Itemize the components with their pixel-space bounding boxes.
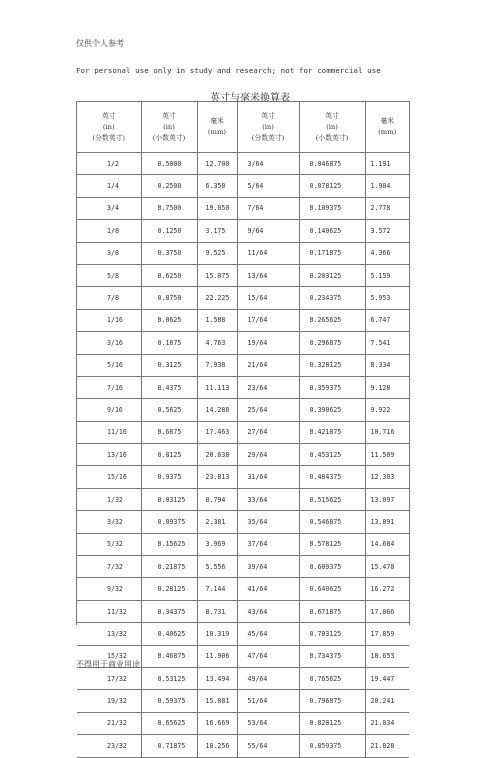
decimal-inch-cell: 0.390625 (299, 399, 365, 421)
table-row (77, 623, 409, 645)
mm-cell: 7.144 (197, 578, 237, 600)
decimal-inch-cell: 0.734375 (299, 645, 365, 667)
decimal-inch-cell: 0.71875 (141, 735, 197, 757)
mm-cell: 11.113 (197, 376, 237, 398)
decimal-inch-cell: 0.515625 (299, 488, 365, 510)
fraction-inch-cell: 1/4 (77, 175, 141, 197)
mm-cell: 10.319 (197, 623, 237, 645)
fraction-inch-cell: 3/16 (77, 332, 141, 354)
mm-cell: 0.794 (197, 488, 237, 510)
decimal-inch-cell: 0.15625 (141, 533, 197, 555)
mm-cell: 9.525 (197, 242, 237, 264)
fraction-inch-cell: 11/64 (237, 242, 299, 264)
decimal-inch-cell: 0.4375 (141, 376, 197, 398)
decimal-inch-cell: 0.8750 (141, 287, 197, 309)
decimal-inch-cell: 0.21875 (141, 556, 197, 578)
decimal-inch-cell: 0.484375 (299, 466, 365, 488)
decimal-inch-cell: 0.7500 (141, 197, 197, 219)
fraction-inch-cell: 7/16 (77, 376, 141, 398)
fraction-inch-cell: 35/64 (237, 511, 299, 533)
fraction-inch-cell: 5/16 (77, 354, 141, 376)
table-row (77, 354, 409, 376)
decimal-inch-cell: 0.796875 (299, 690, 365, 712)
fraction-inch-cell: 23/64 (237, 376, 299, 398)
mm-cell: 5.953 (365, 287, 409, 309)
fraction-inch-cell: 11/32 (77, 600, 141, 622)
fraction-inch-cell: 3/8 (77, 242, 141, 264)
fraction-inch-cell: 3/4 (77, 197, 141, 219)
decimal-inch-cell: 0.109375 (299, 197, 365, 219)
table-row (77, 578, 409, 600)
mm-cell: 13.097 (365, 488, 409, 510)
mm-cell: 3.175 (197, 220, 237, 242)
mm-cell: 21.828 (365, 735, 409, 757)
mm-cell: 11.509 (365, 444, 409, 466)
decimal-inch-cell: 0.171875 (299, 242, 365, 264)
mm-cell: 9.128 (365, 376, 409, 398)
table-row (77, 712, 409, 734)
mm-cell: 7.541 (365, 332, 409, 354)
fraction-inch-cell: 1/32 (77, 488, 141, 510)
decimal-inch-cell: 0.828125 (299, 712, 365, 734)
fraction-inch-cell: 9/16 (77, 399, 141, 421)
mm-cell: 20.241 (365, 690, 409, 712)
fraction-inch-cell: 5/8 (77, 264, 141, 286)
decimal-inch-cell: 0.703125 (299, 623, 365, 645)
fraction-inch-cell: 11/16 (77, 421, 141, 443)
decimal-inch-cell: 0.609375 (299, 556, 365, 578)
decimal-inch-cell: 0.5000 (141, 153, 197, 175)
table-row (77, 242, 409, 264)
fraction-inch-cell: 17/32 (77, 667, 141, 689)
disclaimer-text: For personal use only in study and research; not for commercial use (76, 66, 381, 75)
mm-cell: 6.747 (365, 309, 409, 331)
table-row (77, 309, 409, 331)
fraction-inch-cell: 7/32 (77, 556, 141, 578)
decimal-inch-cell: 0.59375 (141, 690, 197, 712)
mm-cell: 21.034 (365, 712, 409, 734)
fraction-inch-cell: 13/32 (77, 623, 141, 645)
table-title: 英寸与毫米换算表 (210, 93, 290, 104)
header-cell-fraction-inch-right: 英寸 (in) (分数英寸) (237, 102, 299, 153)
mm-cell: 8.334 (365, 354, 409, 376)
mm-cell: 20.638 (197, 444, 237, 466)
mm-cell: 4.366 (365, 242, 409, 264)
mm-cell: 19.447 (365, 667, 409, 689)
decimal-inch-cell: 0.28125 (141, 578, 197, 600)
fraction-inch-cell: 19/64 (237, 332, 299, 354)
mm-cell: 14.288 (197, 399, 237, 421)
decimal-inch-cell: 0.640625 (299, 578, 365, 600)
decimal-inch-cell: 0.03125 (141, 488, 197, 510)
fraction-inch-cell: 21/64 (237, 354, 299, 376)
decimal-inch-cell: 0.296875 (299, 332, 365, 354)
fraction-inch-cell: 13/16 (77, 444, 141, 466)
decimal-inch-cell: 0.421875 (299, 421, 365, 443)
table-row (77, 332, 409, 354)
mm-cell: 17.066 (365, 600, 409, 622)
decimal-inch-cell: 0.3750 (141, 242, 197, 264)
fraction-inch-cell: 1/2 (77, 153, 141, 175)
decimal-inch-cell: 0.53125 (141, 667, 197, 689)
decimal-inch-cell: 0.40625 (141, 623, 197, 645)
mm-cell: 16.669 (197, 712, 237, 734)
fraction-inch-cell: 1/8 (77, 220, 141, 242)
table-row (77, 376, 409, 398)
decimal-inch-cell: 0.078125 (299, 175, 365, 197)
table-row (77, 600, 409, 622)
header-note: 仅供个人参考 (76, 39, 124, 48)
decimal-inch-cell: 0.140625 (299, 220, 365, 242)
fraction-inch-cell: 43/64 (237, 600, 299, 622)
fraction-inch-cell: 47/64 (237, 645, 299, 667)
mm-cell: 23.813 (197, 466, 237, 488)
fraction-inch-cell: 37/64 (237, 533, 299, 555)
decimal-inch-cell: 0.6875 (141, 421, 197, 443)
mm-cell: 18.653 (365, 645, 409, 667)
table-row (77, 556, 409, 578)
decimal-inch-cell: 0.5625 (141, 399, 197, 421)
fraction-inch-cell: 27/64 (237, 421, 299, 443)
header-cell-decimal-inch-right: 英寸 (in) (小数英寸) (299, 102, 365, 153)
fraction-inch-cell: 21/32 (77, 712, 141, 734)
mm-cell: 9.922 (365, 399, 409, 421)
decimal-inch-cell: 0.09375 (141, 511, 197, 533)
decimal-inch-cell: 0.671875 (299, 600, 365, 622)
decimal-inch-cell: 0.1250 (141, 220, 197, 242)
table-row (77, 197, 409, 219)
table-row (77, 488, 409, 510)
decimal-inch-cell: 0.765625 (299, 667, 365, 689)
header-cell-mm-right: 毫米 (mm) (365, 102, 409, 153)
table-row (77, 690, 409, 712)
decimal-inch-cell: 0.6250 (141, 264, 197, 286)
fraction-inch-cell: 29/64 (237, 444, 299, 466)
fraction-inch-cell: 33/64 (237, 488, 299, 510)
fraction-inch-cell: 49/64 (237, 667, 299, 689)
decimal-inch-cell: 0.359375 (299, 376, 365, 398)
mm-cell: 15.875 (197, 264, 237, 286)
decimal-inch-cell: 0.3125 (141, 354, 197, 376)
fraction-inch-cell: 45/64 (237, 623, 299, 645)
mm-cell: 14.684 (365, 533, 409, 555)
table-row (77, 735, 409, 757)
fraction-inch-cell: 3/64 (237, 153, 299, 175)
table-row (77, 399, 409, 421)
table-row (77, 511, 409, 533)
decimal-inch-cell: 0.578125 (299, 533, 365, 555)
mm-cell: 15.478 (365, 556, 409, 578)
fraction-inch-cell: 5/32 (77, 533, 141, 555)
mm-cell: 7.938 (197, 354, 237, 376)
mm-cell: 3.572 (365, 220, 409, 242)
fraction-inch-cell: 53/64 (237, 712, 299, 734)
fraction-inch-cell: 1/16 (77, 309, 141, 331)
fraction-inch-cell: 13/64 (237, 264, 299, 286)
mm-cell: 12.303 (365, 466, 409, 488)
mm-cell: 1.588 (197, 309, 237, 331)
decimal-inch-cell: 0.859375 (299, 735, 365, 757)
mm-cell: 13.891 (365, 511, 409, 533)
decimal-inch-cell: 0.203125 (299, 264, 365, 286)
fraction-inch-cell: 7/64 (237, 197, 299, 219)
table-row (77, 421, 409, 443)
decimal-inch-cell: 0.453125 (299, 444, 365, 466)
fraction-inch-cell: 15/64 (237, 287, 299, 309)
decimal-inch-cell: 0.34375 (141, 600, 197, 622)
fraction-inch-cell: 15/32 (77, 645, 141, 667)
fraction-inch-cell: 3/32 (77, 511, 141, 533)
fraction-inch-cell: 15/16 (77, 466, 141, 488)
mm-cell: 2.778 (365, 197, 409, 219)
table-row (77, 533, 409, 555)
table-row (77, 287, 409, 309)
fraction-inch-cell: 5/64 (237, 175, 299, 197)
mm-cell: 5.556 (197, 556, 237, 578)
table-row (77, 466, 409, 488)
footer-note: 不得用于商业用途 (76, 660, 140, 669)
mm-cell: 8.731 (197, 600, 237, 622)
mm-cell: 18.256 (197, 735, 237, 757)
fraction-inch-cell: 7/8 (77, 287, 141, 309)
mm-cell: 12.700 (197, 153, 237, 175)
table-row (77, 667, 409, 689)
fraction-inch-cell: 25/64 (237, 399, 299, 421)
fraction-inch-cell: 9/32 (77, 578, 141, 600)
fraction-inch-cell: 41/64 (237, 578, 299, 600)
mm-cell: 17.859 (365, 623, 409, 645)
decimal-inch-cell: 0.1875 (141, 332, 197, 354)
mm-cell: 10.716 (365, 421, 409, 443)
fraction-inch-cell: 31/64 (237, 466, 299, 488)
mm-cell: 16.272 (365, 578, 409, 600)
fraction-inch-cell: 51/64 (237, 690, 299, 712)
decimal-inch-cell: 0.65625 (141, 712, 197, 734)
table-row (77, 220, 409, 242)
fraction-inch-cell: 23/32 (77, 735, 141, 757)
decimal-inch-cell: 0.046875 (299, 153, 365, 175)
fraction-inch-cell: 9/64 (237, 220, 299, 242)
decimal-inch-cell: 0.234375 (299, 287, 365, 309)
mm-cell: 3.969 (197, 533, 237, 555)
fraction-inch-cell: 17/64 (237, 309, 299, 331)
decimal-inch-cell: 0.265625 (299, 309, 365, 331)
mm-cell: 13.494 (197, 667, 237, 689)
decimal-inch-cell: 0.546875 (299, 511, 365, 533)
decimal-inch-cell: 0.9375 (141, 466, 197, 488)
decimal-inch-cell: 0.328125 (299, 354, 365, 376)
table-row (77, 153, 409, 175)
decimal-inch-cell: 0.8125 (141, 444, 197, 466)
fraction-inch-cell: 19/32 (77, 690, 141, 712)
decimal-inch-cell: 0.0625 (141, 309, 197, 331)
decimal-inch-cell: 0.2500 (141, 175, 197, 197)
fraction-inch-cell: 39/64 (237, 556, 299, 578)
mm-cell: 15.081 (197, 690, 237, 712)
mm-cell: 5.159 (365, 264, 409, 286)
table-row (77, 264, 409, 286)
header-cell-decimal-inch-left: 英寸 (in) (小数英寸) (141, 102, 197, 153)
mm-cell: 4.763 (197, 332, 237, 354)
mm-cell: 11.906 (197, 645, 237, 667)
table-header-row (77, 102, 409, 153)
fraction-inch-cell: 55/64 (237, 735, 299, 757)
decimal-inch-cell: 0.46875 (141, 645, 197, 667)
header-cell-mm-left: 毫米 (mm) (197, 102, 237, 153)
table-row (77, 444, 409, 466)
mm-cell: 1.191 (365, 153, 409, 175)
table-row (77, 175, 409, 197)
mm-cell: 19.050 (197, 197, 237, 219)
mm-cell: 17.463 (197, 421, 237, 443)
mm-cell: 6.350 (197, 175, 237, 197)
mm-cell: 2.381 (197, 511, 237, 533)
header-cell-fraction-inch-left: 英寸 (in) (分数英寸) (77, 102, 141, 153)
mm-cell: 22.225 (197, 287, 237, 309)
mm-cell: 1.984 (365, 175, 409, 197)
